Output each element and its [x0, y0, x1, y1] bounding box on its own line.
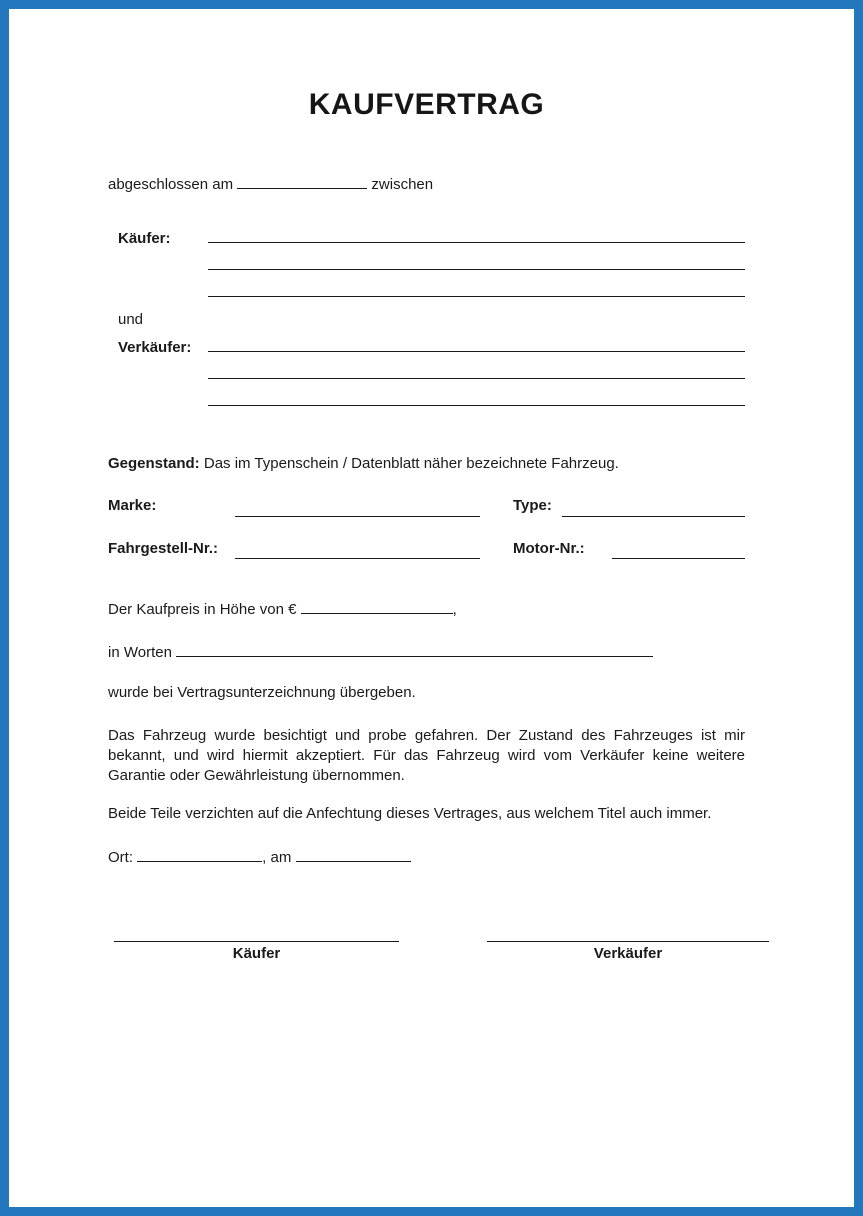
marke-type-row — [108, 496, 745, 516]
place-date-line — [108, 847, 745, 868]
in-words-line — [108, 642, 745, 663]
connector-und: und — [118, 310, 144, 328]
buyer-lines — [208, 227, 745, 297]
buyer-signature-line — [114, 930, 399, 942]
seller-signature-line — [487, 930, 769, 942]
page-content — [9, 85, 854, 868]
in-words-blank — [176, 642, 653, 657]
ort-blank — [137, 847, 262, 862]
price-suffix: , — [452, 600, 457, 618]
marke-label: Marke: — [108, 497, 157, 515]
ort-label: Ort: — [108, 848, 133, 866]
buyer-signature — [114, 930, 399, 964]
buyer-signature-label: Käufer — [232, 945, 281, 962]
intro-line — [108, 174, 745, 195]
fahrgestell-label: Fahrgestell-Nr.: — [108, 539, 219, 557]
seller-blank-line-1 — [208, 336, 745, 352]
buyer-blank-line-2 — [208, 243, 745, 270]
seller-label: Verkäufer: — [118, 339, 192, 356]
fahrgestell-blank — [235, 544, 480, 559]
subject-label: Gegenstand: — [108, 455, 200, 472]
handover-line: wurde bei Vertragsunterzeichnung übergeben. — [108, 684, 416, 702]
price-blank — [301, 599, 453, 614]
subject-text: Das im Typenschein / Datenblatt näher bezeichnete Fahrzeug. — [203, 455, 619, 472]
type-label: Type: — [513, 497, 552, 515]
seller-signature — [487, 930, 769, 964]
seller-lines — [208, 336, 745, 406]
buyer-label: Käufer: — [118, 229, 171, 247]
seller-signature-label: Verkäufer — [593, 945, 663, 962]
fahrgestell-motor-row — [108, 539, 745, 559]
am-date-blank — [296, 847, 411, 862]
type-blank — [562, 502, 745, 517]
waiver-clause: Beide Teile verzichten auf die Anfechtung dieses Vertrages, aus welchem Titel auch immer. — [108, 805, 712, 823]
page-title: KAUFVERTRAG — [308, 88, 545, 121]
in-words-label: in Worten — [108, 644, 172, 661]
motor-blank — [612, 544, 745, 559]
subject-line — [108, 454, 745, 474]
am-label: , am — [262, 848, 292, 866]
buyer-section — [108, 227, 745, 297]
buyer-blank-line-3 — [208, 270, 745, 297]
seller-section — [108, 336, 745, 406]
intro-suffix: zwischen — [371, 175, 434, 193]
condition-clause: Das Fahrzeug wurde besichtigt und probe gefahren. Der Zustand des Fahrzeuges ist mir bekannt, und wird hiermit akzeptiert. Für das Fahrzeug wird vom Verkäufer keine weitere Garantie oder Gewährleistung übernommen. — [108, 726, 745, 784]
price-line — [108, 599, 745, 620]
buyer-blank-line-1 — [208, 227, 745, 243]
price-prefix: Der Kaufpreis in Höhe von € — [108, 600, 297, 618]
motor-label: Motor-Nr.: — [513, 539, 585, 557]
date-blank — [237, 174, 367, 189]
seller-blank-line-3 — [208, 379, 745, 406]
marke-blank — [235, 502, 480, 517]
intro-prefix: abgeschlossen am — [108, 175, 234, 193]
seller-blank-line-2 — [208, 352, 745, 379]
